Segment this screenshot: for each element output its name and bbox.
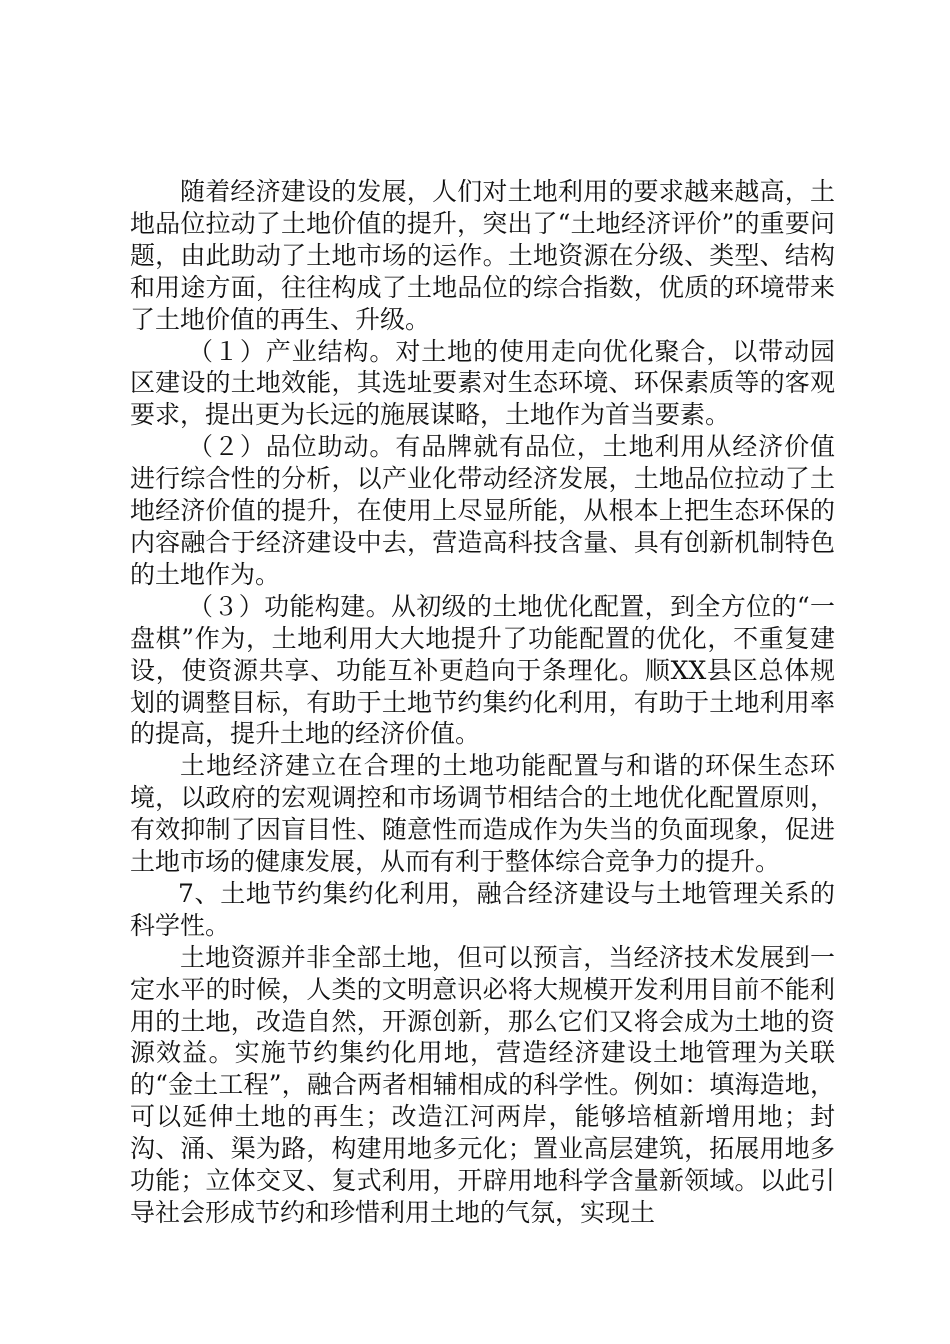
- paragraph-land-value-intro: 随着经济建设的发展，人们对土地利用的要求越来越高，土地品位拉动了土地价值的提升，突出了“土地经济评价”的重要问题，由此助动了土地市场的运作。土地资源在分级、类型、结构和用途方面，往往构成了土地品位的综合指数，优质的环境带来了土地价值的再生、升级。: [130, 177, 835, 334]
- paragraph-function-construction: （３）功能构建。从初级的土地优化配置，到全方位的“一盘棋”作为，土地利用大大地提升了功能配置的优化，不重复建设，使资源共享、功能互补更趋向于条理化。顺XX县区总体规划的调整目标，有助于土地节约集约化利用，有助于土地利用率的提高，提升土地的经济价值。: [130, 591, 835, 749]
- paragraph-land-resources: 土地资源并非全部土地，但可以预言，当经济技术发展到一定水平的时候，人类的文明意识必将大规模开发利用目前不能利用的土地，改造自然，开源创新，那么它们又将会成为土地的资源效益。实施节约集约化用地，营造经济建设土地管理为关联的“金土工程”，融合两者相辅相成的科学性。例如：填海造地，可以延伸土地的再生；改造江河两岸，能够培植新增用地；封沟、涌、渠为路，构建用地多元化；置业高层建筑，拓展用地多功能；立体交叉、复式利用，开辟用地科学含量新领域。以此引导社会形成节约和珍惜利用土地的气氛，实现土: [130, 942, 835, 1227]
- paragraph-land-economy: 土地经济建立在合理的土地功能配置与和谐的环保生态环境，以政府的宏观调控和市场调节相结合的土地优化配置原则，有效抑制了因盲目性、随意性而造成作为失当的负面现象，促进土地市场的健康发展，从而有利于整体综合竞争力的提升。: [130, 751, 835, 877]
- paragraph-industrial-structure: （１）产业结构。对土地的使用走向优化聚合，以带动园区建设的土地效能，其选址要素对生态环境、环保素质等的客观要求，提出更为长远的施展谋略，土地作为首当要素。: [130, 336, 835, 430]
- paragraph-quality-boost: （２）品位助动。有品牌就有品位，土地利用从经济价值进行综合性的分析，以产业化带动经济发展，土地品位拉动了土地经济价值的提升，在使用上尽显所能，从根本上把生态环保的内容融合于经济建设中去，营造高科技含量、具有创新机制特色的土地作为。: [130, 432, 835, 589]
- document-page: [130, 176, 835, 1229]
- section-heading-7: 7、土地节约集约化利用，融合经济建设与土地管理关系的科学性。: [130, 878, 835, 940]
